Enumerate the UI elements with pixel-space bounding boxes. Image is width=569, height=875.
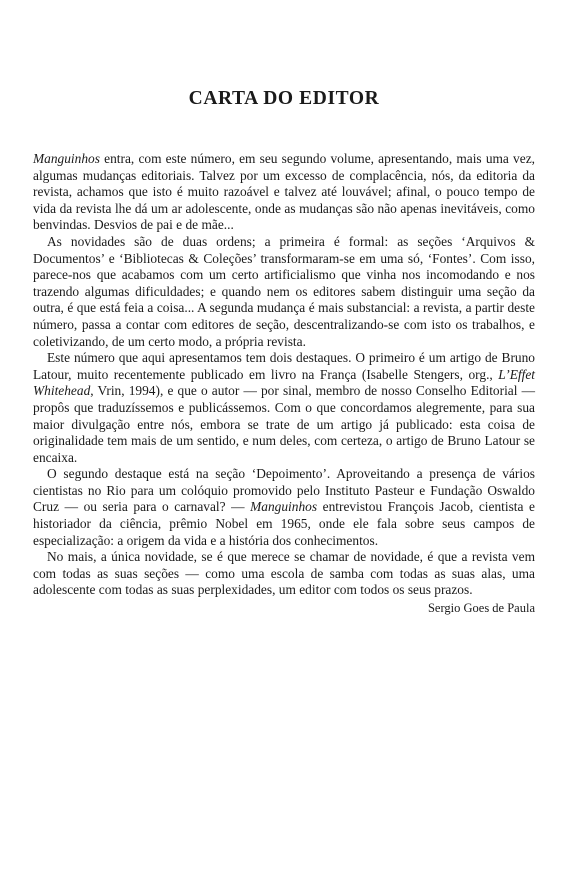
paragraph-2 — [33, 234, 535, 350]
page-title: CARTA DO EDITOR — [188, 88, 380, 109]
paragraph-4-segment-3: entrevistou François Jacob, cientista e historiador da ciência, prêmio Nobel em 1965, onde ele fala sobre seus campos de especialização: a origem da vida e a história dos conhecimentos. — [33, 499, 535, 548]
paragraph-4-segment-2: Manguinhos — [250, 499, 318, 515]
paragraph-2-segment-1: As novidades são de duas ordens; a primeira é formal: as seções ‘Arquivos & Documentos’ e ‘Bibliotecas & Coleções’ transformaram-se em uma só, ‘Fontes’. Com isso, parece-nos que acabamos com um certo artificialismo que vinha nos incomodando e nos trazendo algumas dificuldades; e quando nem os editores sabem distinguir uma seção da outra, é que está feia a coisa... A segunda mudança é mais substancial: a revista, a partir deste número, passa a contar com editores de seção, descentralizando-se com isto os trabalhos, e coletivizando, de um certo modo, a própria revista. — [33, 233, 535, 349]
paragraph-1 — [33, 151, 535, 234]
paragraph-4-segment-1: O segundo destaque está na seção ‘Depoimento’. Aproveitando a presença de vários cientistas no Rio para um colóquio promovido pelo Instituto Pasteur e Fundação Oswaldo Cruz — ou seria para o carnaval? — — [33, 466, 535, 515]
paragraph-3 — [33, 350, 535, 466]
paragraph-1-segment-1: Manguinhos — [33, 151, 100, 166]
paragraph-3-segment-2: L’Effet Whitehead — [33, 366, 535, 399]
paragraph-3-segment-3: , Vrin, 1994), e que o autor — por sinal, membro de nosso Conselho Editorial — propôs que traduzíssemos e publicássemos. Com o que concordamos alegremente, para sua maior divulgação entre nós, embora se trate de um artigo já publicado: esta coisa de originalidade tem mais de um sentido, e num deles, com certeza, o artigo de Bruno Latour se encaixa. — [33, 383, 535, 465]
paragraph-4 — [33, 466, 535, 549]
letter-body — [33, 151, 535, 617]
document-page — [33, 0, 535, 617]
paragraph-5-segment-1: No mais, a única novidade, se é que merece se chamar de novidade, é que a revista vem com todas as suas seções — como uma escola de samba com todas as suas alas, uma adolescente com todas as suas perplexidades, um editor com todos os seus prazos. — [33, 549, 535, 598]
signature: Sergio Goes de Paula — [427, 601, 535, 616]
paragraph-1-segment-2: entra, com este número, em seu segundo volume, apresentando, mais uma vez, algumas mudanças editoriais. Talvez por um excesso de complacência, nós, da editoria da revista, achamos que isto é muito razoável e talvez até louvável; afinal, o pouco tempo de vida da revista lhe dá um ar adolescente, onde as mudanças são não apenas inevitáveis, como benvindas. Desvios de pai e de mãe... — [33, 151, 535, 233]
paragraph-3-segment-1: Este número que aqui apresentamos tem dois destaques. O primeiro é um artigo de Bruno Latour, muito recentemente publicado em livro na França (Isabelle Stengers, org., — [33, 350, 535, 382]
paragraph-5 — [33, 549, 535, 599]
